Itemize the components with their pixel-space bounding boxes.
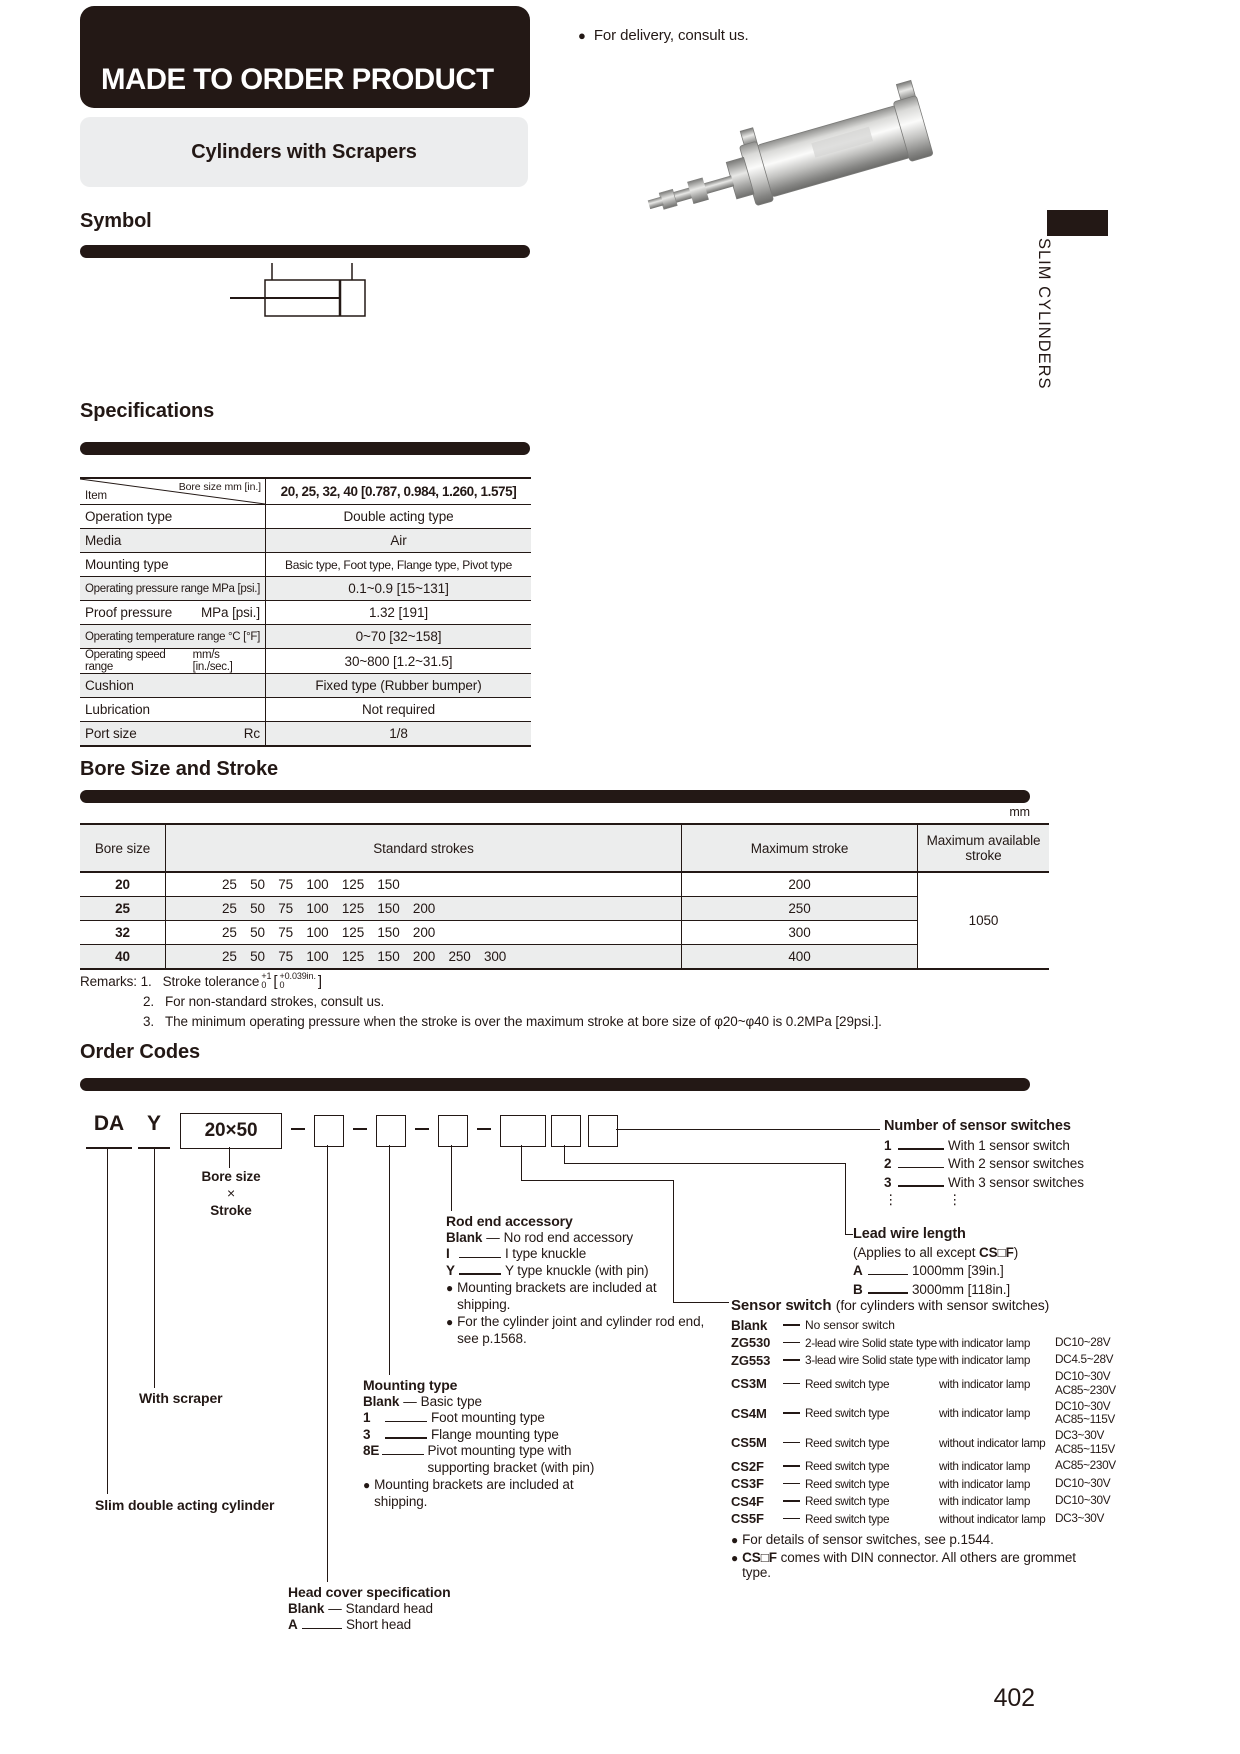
mounting-type-block: Mounting type Blank — Basic type 1 Foot mounting type 3 Flange mounting type 8E Pivot mounting type with supporting bracket (with pin) ● Mounting brackets are included at shipping. <box>363 1377 595 1509</box>
code-leadwire-box <box>551 1115 581 1147</box>
bore-row: 32 25 50 75 100 125 150 200 300 <box>80 921 1049 945</box>
sensor-row: CS3F Reed switch type with indicator lamp DC10~30V <box>731 1475 1111 1491</box>
specifications-table <box>80 477 531 747</box>
spec-row: Lubrication Not required <box>80 698 531 722</box>
rod-end-block: Rod end accessory Blank — No rod end accessory I I type knuckle Y Y type knuckle (with pin) ● Mounting brackets are included at shipping. ● For the cylinder joint and cylinder rod end, see p.1568. <box>446 1213 705 1346</box>
spec-row: Operation type Double acting type <box>80 505 531 529</box>
sensor-switch-block: Sensor switch (for cylinders with sensor switches) Blank No sensor switch ZG530 2-lead wire Solid state type with indicator lamp DC10~28V ZG553 3-lead wire Solid state type with indicator lamp DC4.5~28V CS3M Reed switch type with indicator lamp DC10~30V AC85~230V CS4M Reed switch type with indicator lamp DC10~30V AC85~115V CS5M Reed switch type without indicator lamp DC3~30V AC85~115V CS2F Reed switch type with indicator lamp AC85~230V CS3F Reed switch type with indicator lamp DC10~30V CS4F Reed switch type with indicator lamp DC10~30V CS5F Reed switch type without indicator lamp DC3~30V ● For details of sensor switches, see p.1544. ● CS□F comes with DIN connector. All others are grommet type. <box>731 1297 1236 1580</box>
line <box>521 1145 522 1180</box>
slim-cylinder-label: Slim double acting cylinder <box>95 1497 275 1513</box>
code-numswitch-box <box>588 1115 618 1147</box>
specifications-rule <box>80 442 530 455</box>
sensor-row: CS4F Reed switch type with indicator lamp DC10~30V <box>731 1493 1111 1509</box>
line <box>389 1145 390 1375</box>
bore-stroke-rule <box>80 790 1030 803</box>
bore-stroke-label: Bore size × Stroke <box>201 1169 261 1218</box>
bullet-icon: ● <box>578 28 586 43</box>
spec-bore-sizes: 20, 25, 32, 40 [0.787, 0.984, 1.260, 1.575] <box>266 478 532 505</box>
bore-stroke-heading: Bore Size and Stroke <box>80 758 279 780</box>
product-subtitle: Cylinders with Scrapers <box>191 140 417 163</box>
side-tab-label: SLIM CYLINDERS <box>1035 238 1053 390</box>
code-dash <box>353 1128 367 1130</box>
spec-row: Operating pressure range MPa [psi.] 0.1~0.9 [15~131] <box>80 577 531 601</box>
sensor-row: CS5F Reed switch type without indicator lamp DC3~30V <box>731 1510 1105 1526</box>
pneumatic-symbol <box>225 262 375 324</box>
unit-label: mm <box>1009 805 1030 819</box>
made-to-order-banner <box>80 6 530 108</box>
line <box>154 1148 155 1388</box>
page-number: 402 <box>993 1684 1035 1712</box>
line <box>564 1145 565 1163</box>
line <box>107 1148 108 1494</box>
code-head-cover-box <box>314 1115 344 1147</box>
bore-row: 20 25 50 75 100 125 150 200 1050 <box>80 872 1049 897</box>
order-codes-heading: Order Codes <box>80 1041 201 1063</box>
col-standard-strokes: Standard strokes <box>166 824 682 872</box>
section-tab <box>1047 210 1108 236</box>
sensor-row: CS2F Reed switch type with indicator lamp AC85~230V <box>731 1458 1116 1474</box>
line <box>229 1147 230 1168</box>
head-cover-block: Head cover specification Blank — Standard head A Short head <box>288 1584 451 1632</box>
spec-row: Media Air <box>80 529 531 553</box>
spec-row: Operating speed range mm/s [in./sec.] 30~800 [1.2~31.5] <box>80 649 531 674</box>
product-photo <box>612 70 977 270</box>
sensor-row: CS3M Reed switch type with indicator lamp DC10~30V AC85~230V <box>731 1369 1116 1397</box>
line <box>451 1145 452 1211</box>
col-maximum-stroke: Maximum stroke <box>682 824 918 872</box>
bore-row: 25 25 50 75 100 125 150 200 250 <box>80 897 1049 921</box>
num-switches-block: Number of sensor switches 1 With 1 sensor switch 2 With 2 sensor switches 3 With 3 sensor switches ⋮ ⋮ <box>884 1118 1084 1207</box>
corner-item-label: Item <box>85 490 107 502</box>
bore-row: 40 25 50 75 100 125 150 200 250 300 400 <box>80 945 1049 970</box>
order-codes-rule <box>80 1078 1030 1091</box>
spec-row: Proof pressure MPa [psi.] 1.32 [191] <box>80 601 531 625</box>
sensor-row: ZG530 2-lead wire Solid state type with indicator lamp DC10~28V <box>731 1334 1111 1350</box>
line <box>86 1147 132 1149</box>
spec-row: Mounting type Basic type, Foot type, Flange type, Pivot type <box>80 553 531 577</box>
code-dash <box>291 1128 305 1130</box>
line <box>616 1129 880 1130</box>
code-rod-end-box <box>438 1115 468 1147</box>
corner-bore-label: Bore size mm [in.] <box>178 481 261 493</box>
line <box>845 1163 846 1234</box>
col-max-available: Maximum available stroke <box>918 824 1050 872</box>
lead-wire-block: Lead wire length (Applies to all except CS□F) A 1000mm [39in.] B 3000mm [118in.] <box>853 1226 1019 1297</box>
col-bore-size: Bore size <box>80 824 166 872</box>
code-dash <box>477 1128 491 1130</box>
line <box>845 1234 853 1235</box>
specifications-heading: Specifications <box>80 400 215 422</box>
code-bore-stroke-box: 20×50 <box>180 1113 282 1149</box>
with-scraper-label: With scraper <box>139 1390 223 1406</box>
code-prefix: DA <box>93 1112 125 1135</box>
spec-row: Operating temperature range °C [°F] 0~70 [32~158] <box>80 625 531 649</box>
delivery-note: ● For delivery, consult us. <box>578 27 749 44</box>
sensor-row: ZG553 3-lead wire Solid state type with indicator lamp DC4.5~28V <box>731 1352 1114 1368</box>
code-dash <box>415 1128 429 1130</box>
line <box>327 1145 328 1582</box>
sensor-row: CS4M Reed switch type with indicator lamp DC10~30V AC85~115V <box>731 1398 1115 1426</box>
product-subtitle-box <box>80 117 528 187</box>
remarks: Remarks: 1. Stroke tolerance +1 0 [ +0.039in. 0 ] 2. For non-standard strokes, consult us. 3. The minimum operating pressure when the stroke is over the maximum stroke at bore size of φ20~φ40 is 0.2MPa [29psi.]. <box>80 971 882 1029</box>
sensor-row: CS5M Reed switch type without indicator lamp DC3~30V AC85~115V <box>731 1428 1115 1456</box>
code-scraper: Y <box>147 1112 161 1135</box>
banner-title: MADE TO ORDER PRODUCT <box>101 63 494 96</box>
symbol-rule <box>80 245 530 258</box>
symbol-heading: Symbol <box>80 210 152 232</box>
spec-corner-cell <box>80 479 265 504</box>
line <box>521 1180 673 1181</box>
max-available-value: 1050 <box>918 872 1050 969</box>
bore-stroke-table <box>80 823 1049 970</box>
code-mounting-box <box>376 1115 406 1147</box>
spec-row: Port size Rc 1/8 <box>80 722 531 747</box>
spec-row: Cushion Fixed type (Rubber bumper) <box>80 674 531 698</box>
code-sensor-box <box>500 1115 546 1147</box>
line <box>564 1163 845 1164</box>
remarks-label: Remarks: <box>80 974 137 989</box>
